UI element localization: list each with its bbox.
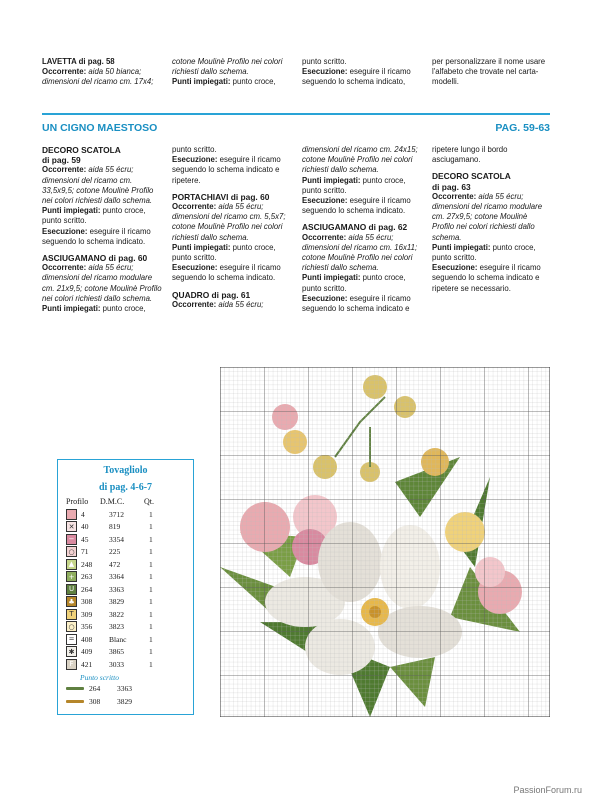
label: Punti impiegati: bbox=[42, 206, 101, 216]
profilo-code: 40 bbox=[81, 522, 89, 532]
label: Occorrente: bbox=[42, 165, 87, 175]
dmc-code: 3364 bbox=[109, 572, 124, 582]
text: eseguire il ricamo seguendo lo schema indicato. bbox=[302, 196, 411, 216]
dmc-code: Blanc bbox=[109, 634, 127, 644]
text: aida 55 écru; dimensioni del ricamo cm. 16x11; cotone Moulinè Profilo nei colori richiesti dallo schema. bbox=[302, 232, 418, 273]
text: aida 55 écru; bbox=[218, 299, 264, 309]
dmc-code: 3354 bbox=[109, 534, 124, 544]
heading: PORTACHIAVI di pag. 60 bbox=[172, 191, 270, 202]
legend-row bbox=[66, 583, 193, 596]
text: aida 50 bianca; dimensioni del ricamo cm. 17x4; bbox=[42, 67, 154, 87]
text: punto croce, punto scritto. bbox=[432, 242, 536, 263]
text: punto croce, punto scritto. bbox=[42, 206, 146, 226]
legend-row bbox=[66, 571, 193, 584]
thread-line-icon bbox=[66, 687, 84, 690]
text: punto croce, punto scritto. bbox=[172, 242, 276, 263]
text: eseguire il ricamo seguendo lo schema indicato e ripetere se necessario. bbox=[432, 263, 541, 293]
watermark: PassionForum.ru bbox=[513, 785, 582, 795]
dmc-code: 3363 bbox=[117, 684, 132, 694]
quantity: 1 bbox=[149, 572, 153, 582]
punto-scritto-rows bbox=[58, 683, 193, 708]
text: aida 55 écru; dimensioni del ricamo cm. 33,5x9,5; cotone Moulinè Profilo nei colori richiesti dallo schema. bbox=[42, 165, 154, 206]
label: Occorrente: bbox=[42, 263, 87, 273]
label: Occorrente: bbox=[302, 232, 347, 242]
quantity: 1 bbox=[149, 509, 153, 519]
label: Punti impiegati: bbox=[432, 242, 491, 252]
stitch-symbol-icon: ✕ bbox=[66, 521, 77, 532]
text: punto scritto. bbox=[172, 145, 217, 154]
quantity: 1 bbox=[149, 522, 153, 532]
label: Esecuzione: bbox=[302, 196, 348, 206]
quantity: 1 bbox=[149, 647, 153, 657]
text: aida 55 écru; dimensioni del ricamo modulare cm. 27x9,5; cotone Moulinè Profilo nei colori richiesti dallo schema. bbox=[432, 191, 543, 242]
section-divider bbox=[42, 113, 550, 115]
top-column-2 bbox=[172, 57, 290, 88]
stitch-symbol-icon: U bbox=[66, 584, 77, 595]
heading: DECORO SCATOLA bbox=[432, 171, 511, 182]
label: Occorrente: bbox=[432, 191, 477, 201]
legend-rows bbox=[58, 508, 193, 671]
profilo-code: 4 bbox=[81, 509, 85, 519]
profilo-code: 45 bbox=[81, 534, 89, 544]
heading: DECORO SCATOLA bbox=[42, 145, 121, 155]
punto-scritto-row bbox=[66, 695, 193, 708]
legend-header-qt: Qt. bbox=[144, 497, 154, 506]
punto-scritto-title: Punto scritto bbox=[80, 672, 119, 682]
dmc-code: 225 bbox=[109, 547, 121, 557]
heading: di pag. 63 bbox=[432, 181, 471, 192]
quantity: 1 bbox=[149, 622, 153, 632]
legend-row bbox=[66, 533, 193, 546]
label: Esecuzione: bbox=[302, 67, 348, 77]
top-column-1 bbox=[42, 57, 160, 88]
cross-stitch-chart bbox=[220, 367, 550, 717]
legend-row bbox=[66, 658, 193, 671]
text: punto scritto. bbox=[302, 57, 347, 66]
text: eseguire il ricamo seguendo lo schema indicato e ripetere. bbox=[172, 155, 281, 185]
stitch-symbol-icon: = bbox=[66, 634, 77, 645]
legend-row bbox=[66, 558, 193, 571]
label: Esecuzione: bbox=[172, 263, 218, 273]
profilo-code: 421 bbox=[81, 659, 93, 669]
stitch-symbol-icon: + bbox=[66, 571, 77, 582]
stitch-symbol-icon: − bbox=[66, 534, 77, 545]
legend-row bbox=[66, 508, 193, 521]
text: cotone Moulinè Profilo nei colori richiesti dallo schema. bbox=[172, 57, 283, 77]
profilo-code: 248 bbox=[81, 559, 93, 569]
stitch-symbol-icon: ○ bbox=[66, 546, 77, 557]
legend-row bbox=[66, 596, 193, 609]
quantity: 1 bbox=[149, 534, 153, 544]
dmc-code: 3865 bbox=[109, 647, 124, 657]
label: Punti impiegati: bbox=[302, 273, 361, 283]
profilo-code: 356 bbox=[81, 622, 93, 632]
legend-header bbox=[66, 497, 193, 506]
text: punto croce, punto scritto. bbox=[302, 273, 406, 293]
text: eseguire il ricamo seguendo lo schema indicato e bbox=[302, 293, 411, 314]
text: dimensioni del ricamo cm. 24x15; cotone Moulinè Profilo nei colori richiesti dallo schema. bbox=[302, 145, 418, 175]
profilo-code: 263 bbox=[81, 572, 93, 582]
section-title: UN CIGNO MAESTOSO bbox=[42, 122, 158, 134]
text: ripetere lungo il bordo asciugamano. bbox=[432, 145, 508, 165]
heading: di pag. 59 bbox=[42, 155, 81, 166]
text: eseguire il ricamo seguendo lo schema indicato. bbox=[42, 226, 151, 246]
label: Esecuzione: bbox=[172, 155, 218, 165]
section-pages: PAG. 59-63 bbox=[495, 122, 550, 134]
stitch-symbol-icon: T bbox=[66, 609, 77, 620]
legend-row bbox=[66, 608, 193, 621]
label: Occorrente: bbox=[42, 67, 87, 77]
body-column-4 bbox=[432, 145, 550, 294]
dmc-code: 3822 bbox=[109, 609, 124, 619]
label: Punti impiegati: bbox=[172, 77, 231, 87]
label: Punti impiegati: bbox=[302, 175, 361, 185]
label: Punti impiegati: bbox=[172, 242, 231, 252]
legend-subtitle: di pag. 4-6-7 bbox=[98, 482, 153, 493]
body-column-1 bbox=[42, 145, 162, 314]
label: Esecuzione: bbox=[42, 226, 88, 236]
dmc-code: 3829 bbox=[109, 597, 124, 607]
profilo-code: 308 bbox=[81, 597, 93, 607]
profilo-code: 308 bbox=[89, 696, 101, 706]
thread-legend bbox=[57, 459, 194, 715]
text: punto croce, bbox=[102, 304, 146, 314]
legend-row bbox=[66, 633, 193, 646]
chart-grid-major bbox=[220, 367, 550, 717]
top-column-3 bbox=[302, 57, 420, 88]
quantity: 1 bbox=[149, 584, 153, 594]
stitch-symbol-icon: ○ bbox=[66, 621, 77, 632]
body-column-2 bbox=[172, 145, 290, 310]
top-column-4 bbox=[432, 57, 550, 88]
quantity: 1 bbox=[149, 547, 153, 557]
legend-row bbox=[66, 621, 193, 634]
dmc-code: 3363 bbox=[109, 584, 124, 594]
label: Esecuzione: bbox=[302, 293, 348, 303]
dmc-code: 472 bbox=[109, 559, 121, 569]
profilo-code: 408 bbox=[81, 634, 93, 644]
text: eseguire il ricamo seguendo lo schema indicato, bbox=[302, 67, 411, 87]
body-column-3 bbox=[302, 145, 420, 314]
dmc-code: 3823 bbox=[109, 622, 124, 632]
dmc-code: 3033 bbox=[109, 659, 124, 669]
stitch-symbol-icon: ✱ bbox=[66, 646, 77, 657]
quantity: 1 bbox=[149, 609, 153, 619]
stitch-symbol-icon: F bbox=[66, 659, 77, 670]
text: punto croce, punto scritto. bbox=[302, 175, 406, 195]
legend-row bbox=[66, 521, 193, 534]
heading: ASCIUGAMANO di pag. 60 bbox=[42, 253, 148, 264]
legend-row bbox=[66, 546, 193, 559]
profilo-code: 264 bbox=[81, 584, 93, 594]
heading: LAVETTA di pag. 58 bbox=[42, 57, 115, 66]
quantity: 1 bbox=[149, 659, 153, 669]
quantity: 1 bbox=[149, 559, 153, 569]
legend-row bbox=[66, 646, 193, 659]
text: punto croce, bbox=[232, 77, 276, 87]
legend-title: Tovagliolo bbox=[103, 465, 148, 476]
dmc-code: 3829 bbox=[117, 696, 132, 706]
label: Occorrente: bbox=[172, 299, 217, 309]
dmc-code: 819 bbox=[109, 522, 121, 532]
dmc-code: 3712 bbox=[109, 509, 124, 519]
punto-scritto-row bbox=[66, 683, 193, 696]
text: per personalizzare il nome usare l'alfabeto che trovate nel carta-modelli. bbox=[432, 57, 546, 87]
label: Esecuzione: bbox=[432, 263, 478, 273]
stitch-symbol-icon: ▲ bbox=[66, 559, 77, 570]
quantity: 1 bbox=[149, 597, 153, 607]
quantity: 1 bbox=[149, 634, 153, 644]
heading: QUADRO di pag. 61 bbox=[172, 289, 251, 300]
label: Punti impiegati: bbox=[42, 304, 101, 314]
stitch-symbol-icon: ♣ bbox=[66, 596, 77, 607]
legend-header-dmc: D.M.C. bbox=[100, 497, 125, 506]
heading: ASCIUGAMANO di pag. 62 bbox=[302, 222, 408, 233]
text: eseguire il ricamo seguendo lo schema indicato. bbox=[172, 263, 281, 283]
stitch-symbol-icon bbox=[66, 509, 77, 520]
label: Occorrente: bbox=[172, 202, 217, 212]
profilo-code: 409 bbox=[81, 647, 93, 657]
profilo-code: 309 bbox=[81, 609, 93, 619]
profilo-code: 71 bbox=[81, 547, 89, 557]
text: aida 55 écru; dimensioni del ricamo cm. 5,5x7; cotone Moulinè Profilo nei colori richiesti dallo schema. bbox=[172, 202, 286, 242]
thread-line-icon bbox=[66, 700, 84, 703]
profilo-code: 264 bbox=[89, 684, 101, 694]
text: aida 55 écru; dimensioni del ricamo modulare cm. 21x9,5; cotone Moulinè Profilo nei colori richiesti dallo schema. bbox=[42, 263, 162, 303]
legend-header-profilo: Profilo bbox=[66, 497, 89, 506]
